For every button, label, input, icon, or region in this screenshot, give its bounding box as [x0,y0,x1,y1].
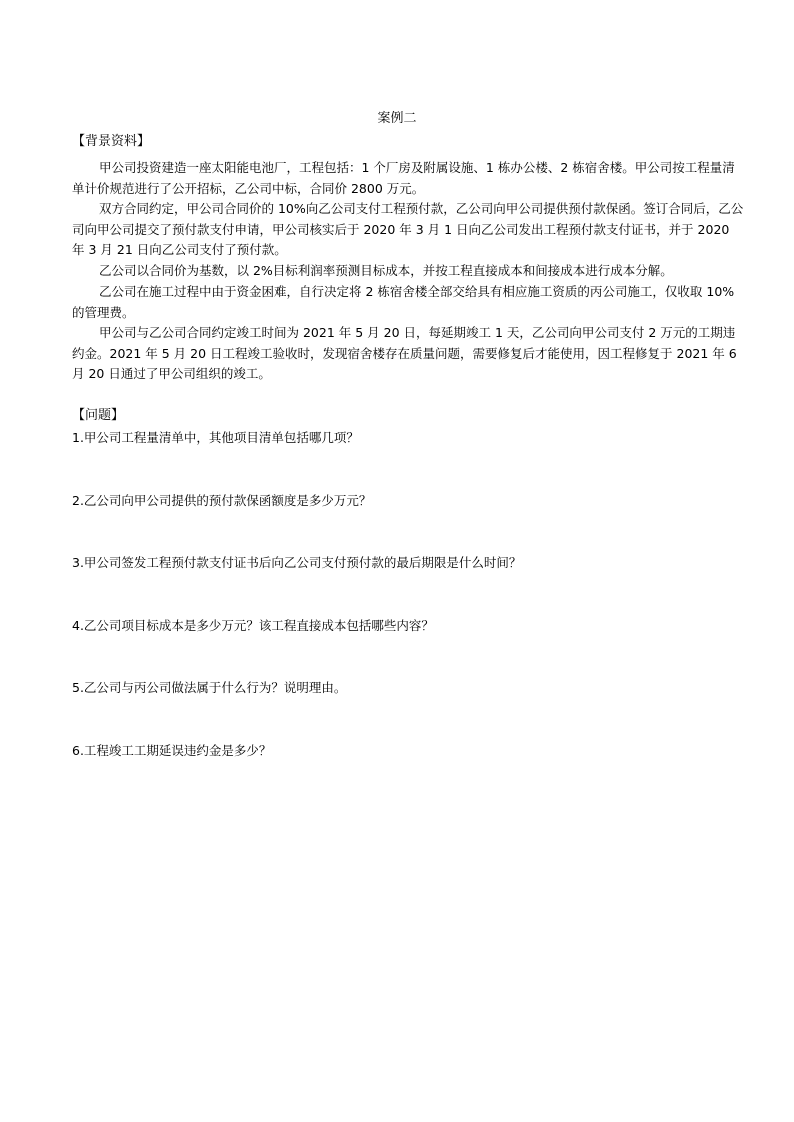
background-heading: 【背景资料】 [72,134,151,149]
question-4: 4.乙公司项目标成本是多少万元？该工程直接成本包括哪些内容？ [72,618,434,633]
question-6: 6.工程竣工工期延误违约金是多少？ [72,743,272,758]
question-2: 2.乙公司向甲公司提供的预付款保函额度是多少万元？ [72,493,372,508]
question-3: 3.甲公司签发工程预付款支付证书后向乙公司支付预付款的最后期限是什么时间？ [72,555,522,570]
document-title: 案例二 [377,111,417,126]
questions-heading: 【问题】 [72,408,125,423]
question-1: 1.甲公司工程量清单中，其他项目清单包括哪几项？ [72,430,359,445]
background-paragraph-1: 甲公司投资建造一座太阳能电池厂，工程包括：1 个厂房及附属设施、1 栋办公楼、2 栋宿舍楼。甲公司按工程量清单计价规范进行了公开招标，乙公司中标，合同价 2800 万元。 [72,160,735,196]
question-5: 5.乙公司与丙公司做法属于什么行为？说明理由。 [72,680,347,695]
background-paragraph-4: 乙公司在施工过程中由于资金困难，自行决定将 2 栋宿舍楼全部交给具有相应施工资质的丙公司施工，仅收取 10%的管理费。 [72,284,735,320]
background-paragraph-5: 甲公司与乙公司合同约定竣工时间为 2021 年 5 月 20 日，每延期竣工 1 天，乙公司向甲公司支付 2 万元的工期违约金。2021 年 5 月 20 日工程竣工验收时，发现宿舍楼存在质量问题，需要修复后才能使用，因工程修复于 2021 年 6 月 20 日通过了甲公司组织的竣工。 [72,325,737,381]
background-paragraph-2: 双方合同约定，甲公司合同价的 10%向乙公司支付工程预付款，乙公司向甲公司提供预付款保函。签订合同后，乙公司向甲公司提交了预付款支付申请，甲公司核实后于 2020 年 3 月 1 日向乙公司发出工程预付款支付证书，并于 2020 年 3 月 21 日向乙公司支付了预付款。 [72,201,744,257]
background-paragraph-3: 乙公司以合同价为基数，以 2%目标利润率预测目标成本，并按工程直接成本和间接成本进行成本分解。 [99,263,673,278]
